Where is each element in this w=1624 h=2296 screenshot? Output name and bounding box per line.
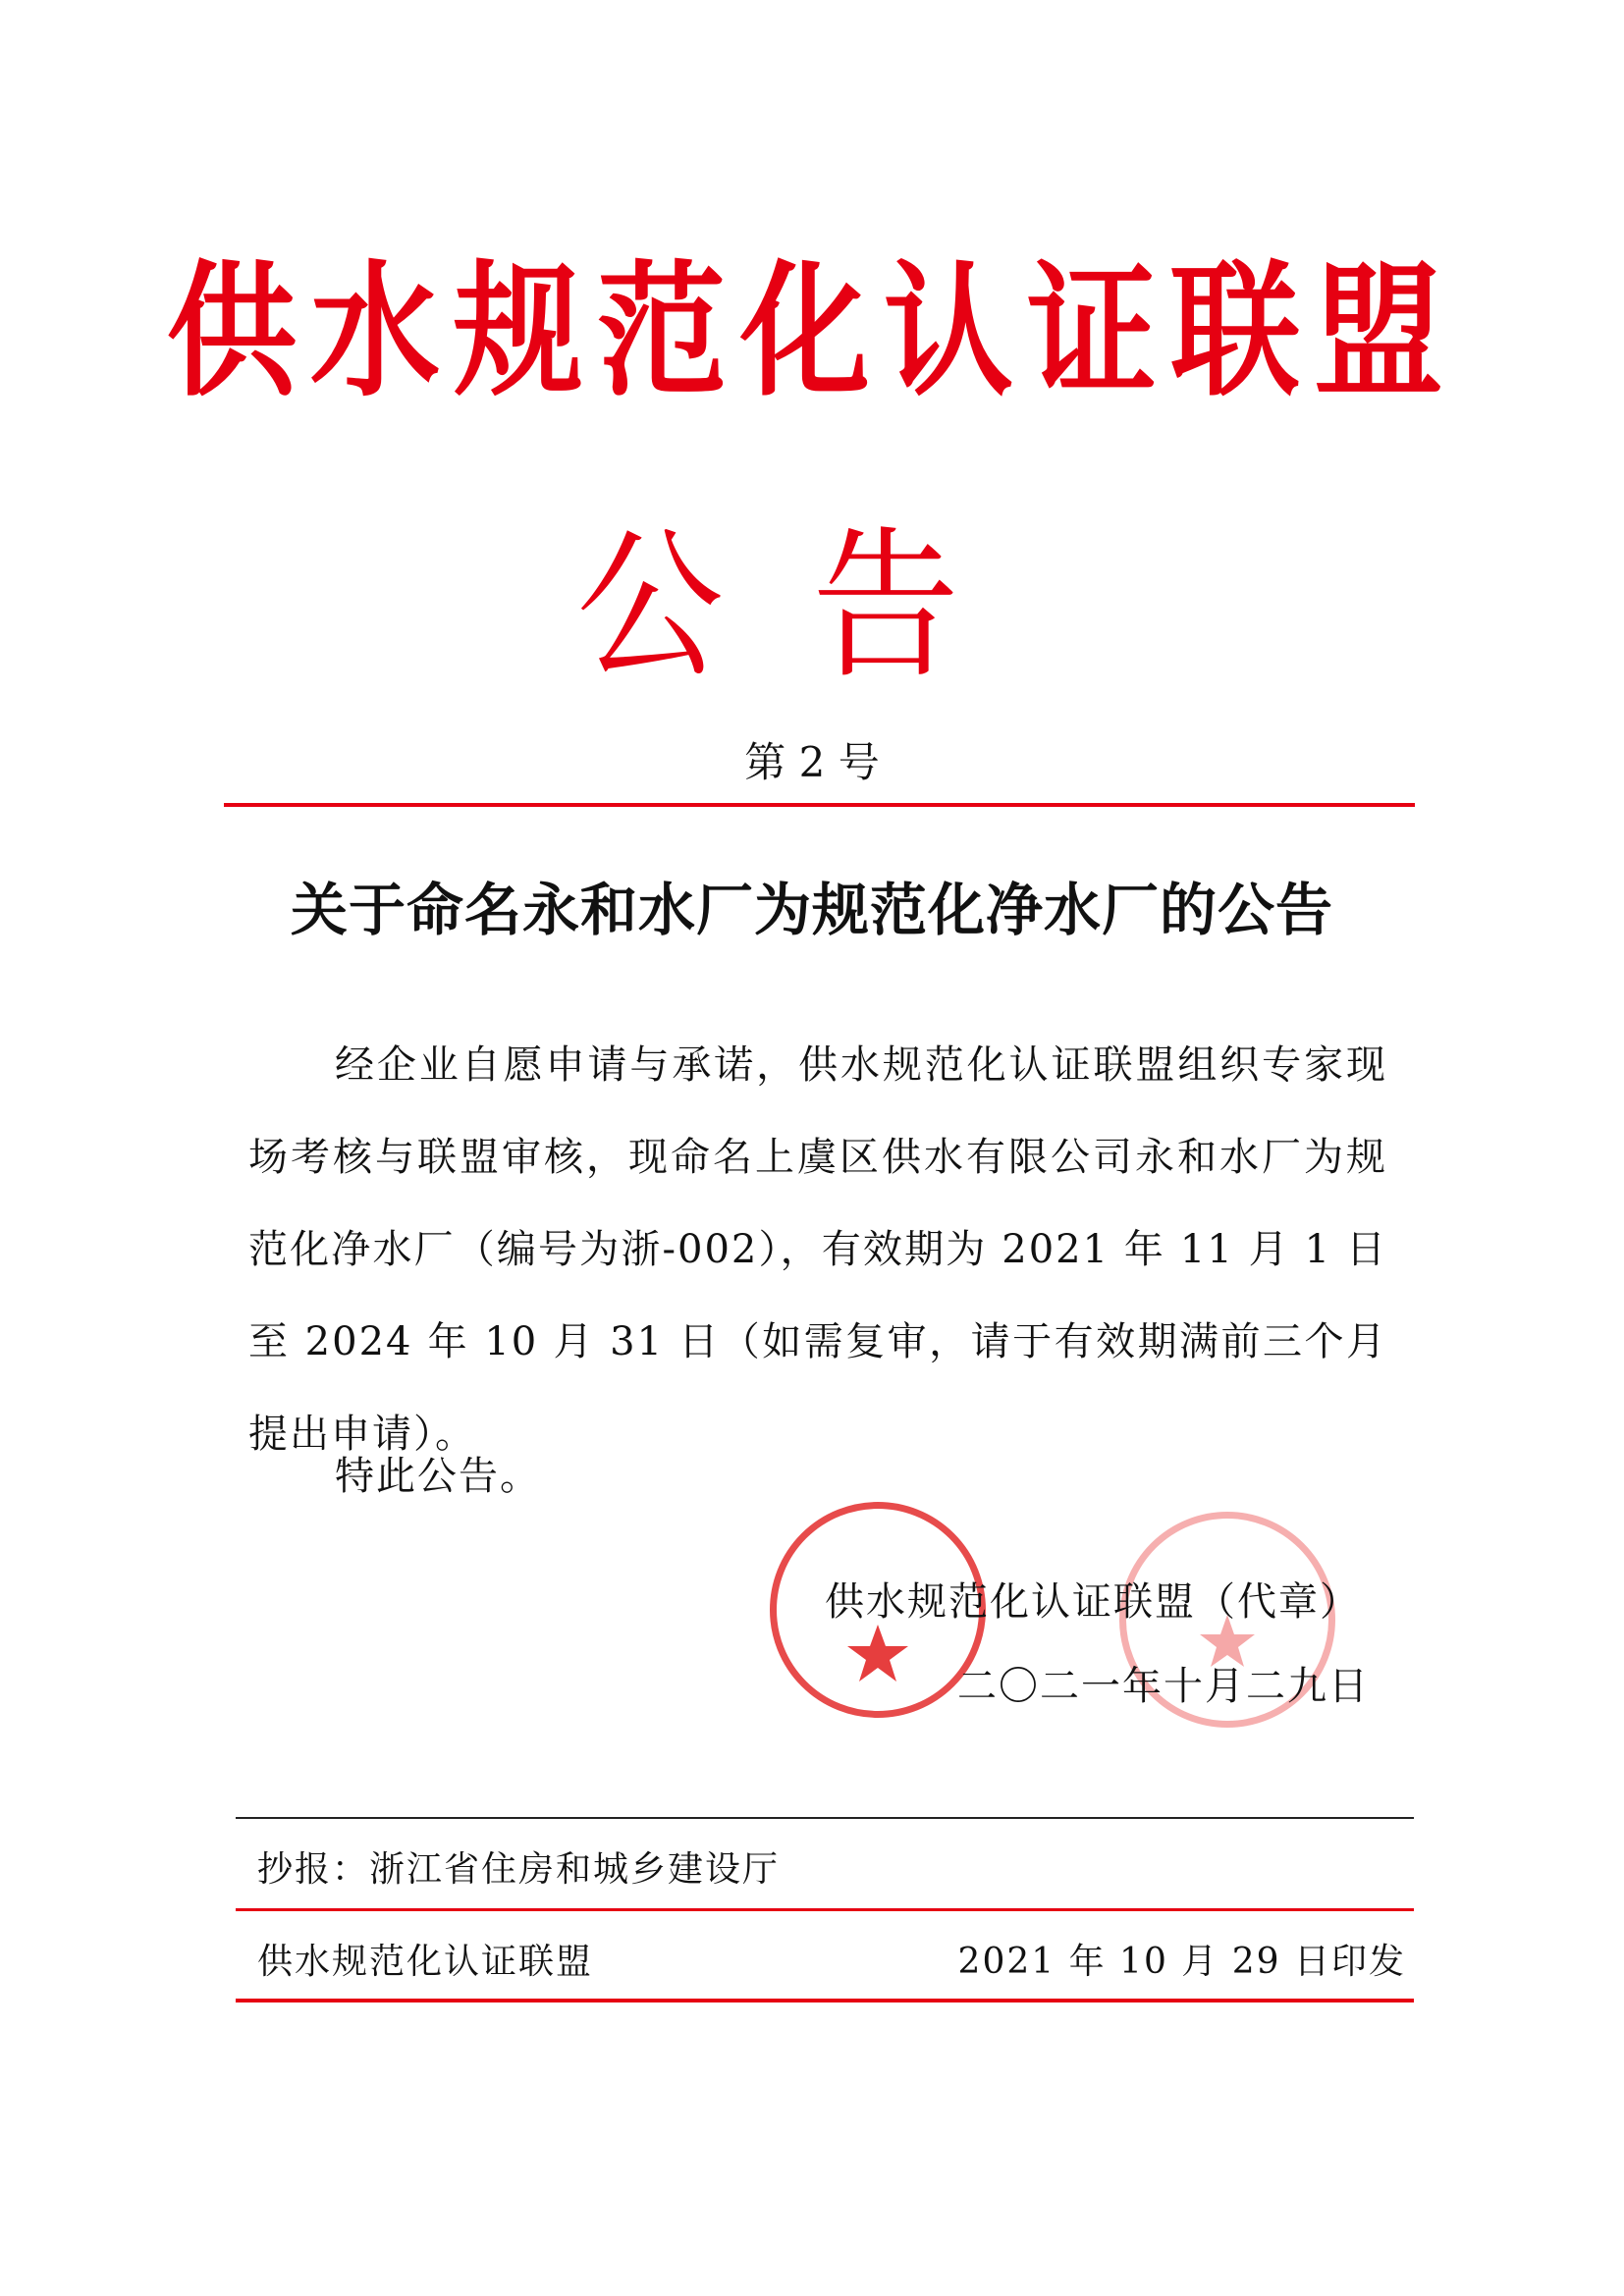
document-title: 关于命名永和水厂为规范化净水厂的公告 [290, 877, 1333, 943]
print-date: 2021 年 10 月 29 日印发 [957, 1942, 1406, 1982]
closing-line: 特此公告。 [335, 1454, 541, 1499]
footer-divider-middle [236, 1908, 1414, 1911]
footer-divider-bottom [236, 1999, 1414, 2002]
body-content [248, 1019, 1387, 1480]
signature-org: 供水规范化认证联盟（代章） [825, 1579, 1361, 1625]
issuer-name: 供水规范化认证联盟 [257, 1942, 594, 1982]
document-number: 第 2 号 [744, 738, 880, 786]
masthead-divider [224, 803, 1415, 807]
masthead-org [0, 226, 1624, 417]
masthead-doc-type: 公告 [575, 512, 1048, 702]
cc-line: 抄报：浙江省住房和城乡建设厅 [257, 1849, 781, 1890]
footer-divider-top [236, 1817, 1414, 1819]
masthead-org-text: 供水规范化认证联盟 [167, 247, 1457, 417]
body-paragraph: 经企业自愿申请与承诺，供水规范化认证联盟组织专家现场考核与联盟审核，现命名上虞区供水有限公司永和水厂为规范化净水厂（编号为浙-002），有效期为 2021 年 11 月 1 日至 2024 年 10 月 31 日（如需复审，请于有效期满前三个月提出申请）。 [248, 1042, 1387, 1457]
signature-date: 二〇二一年十月二九日 [957, 1664, 1370, 1709]
